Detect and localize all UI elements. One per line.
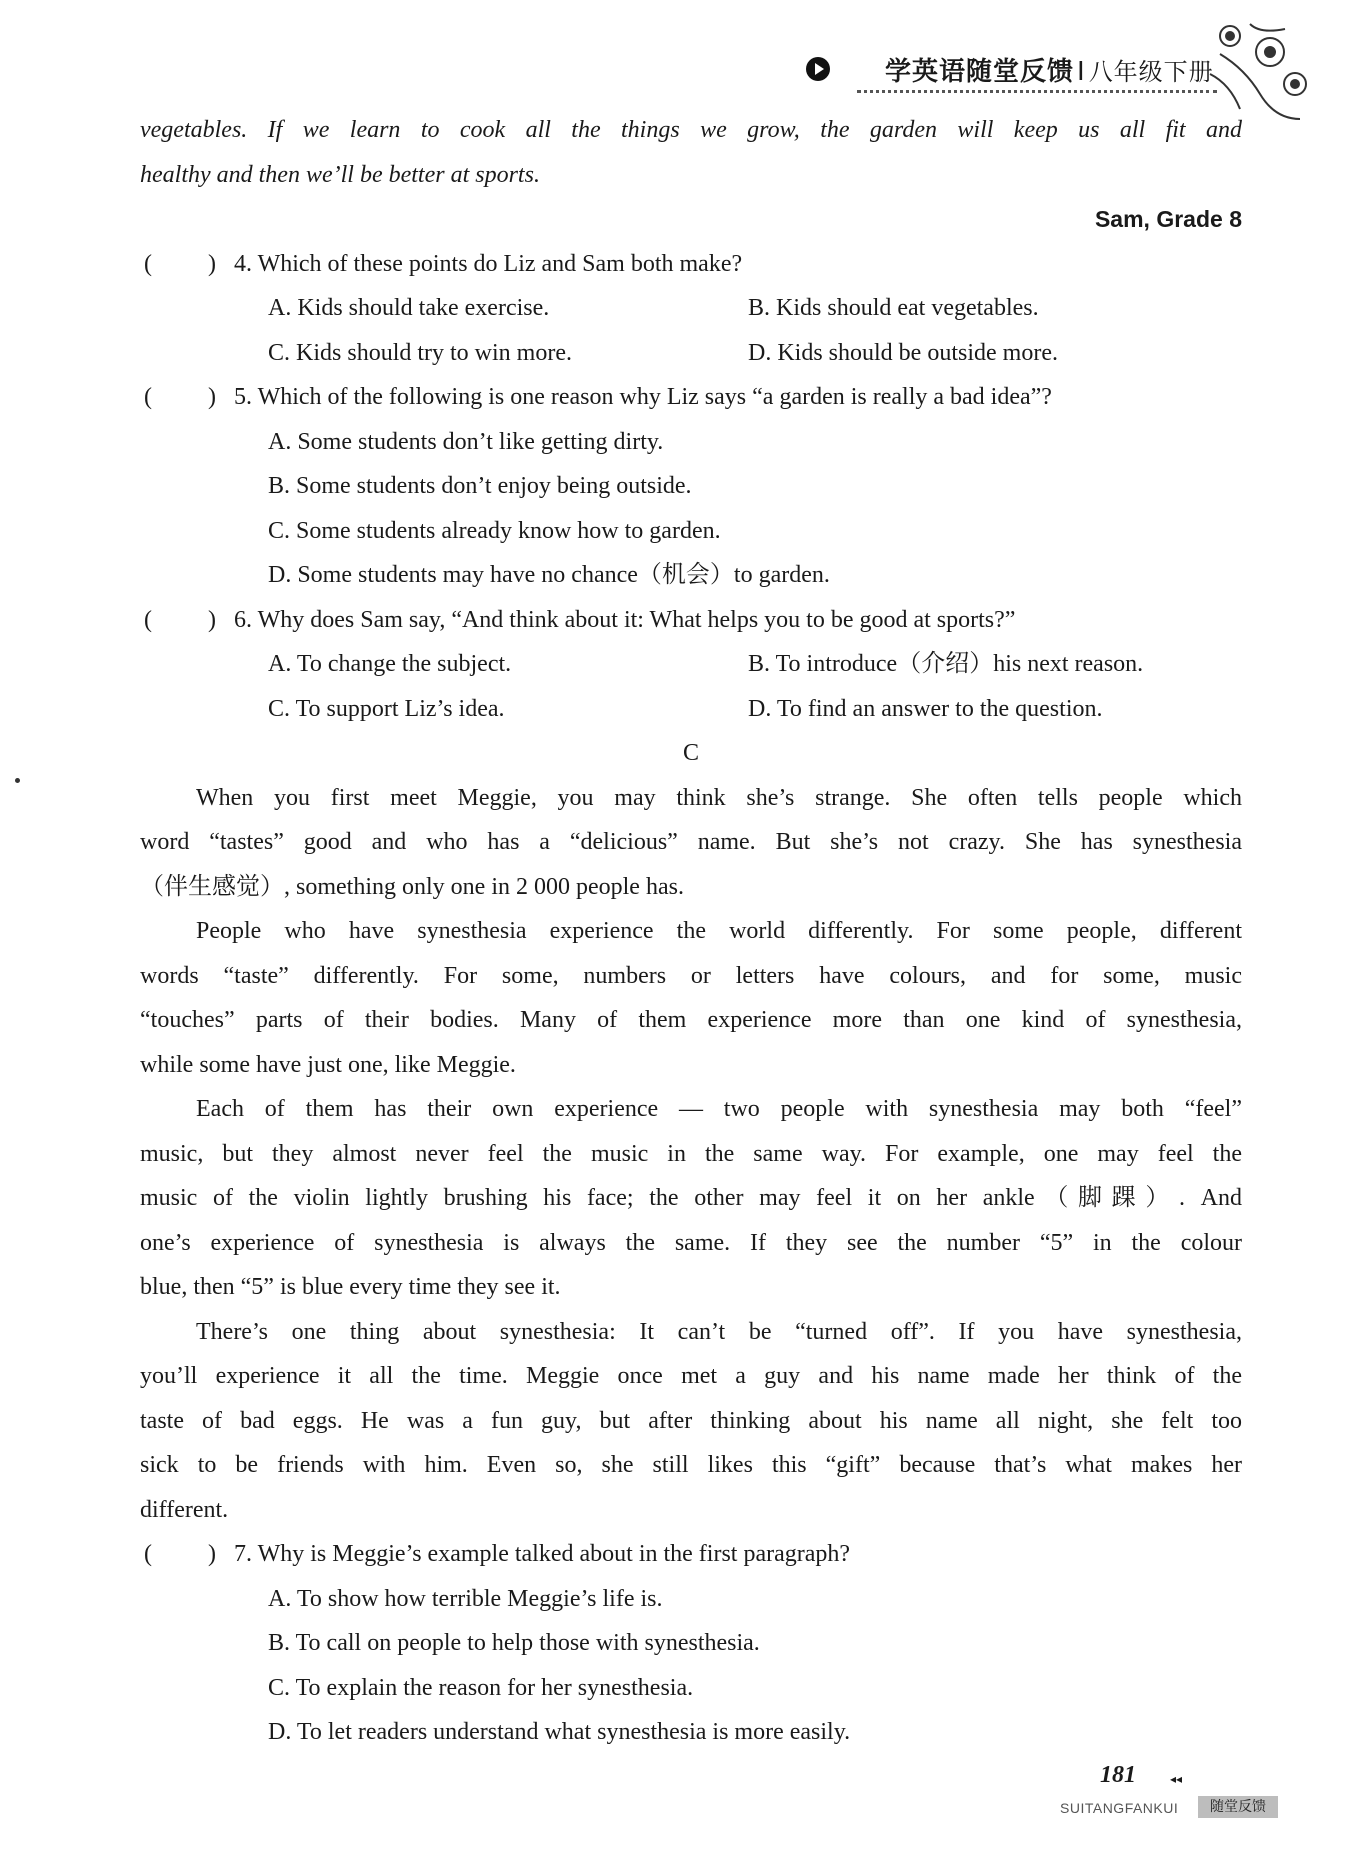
page-number: 181 [1100, 1762, 1136, 1788]
passage-line: music, but they almost never feel the music in the same way. For example, one may feel the [140, 1140, 1242, 1167]
passage-line: you’ll experience it all the time. Meggie once met a guy and his name made her think of the [140, 1363, 1242, 1389]
play-circle-icon [805, 56, 831, 82]
question-5 [140, 375, 1242, 420]
passage-line: People who have synesthesia experience the world differently. For some people, different [196, 918, 1242, 944]
option-a[interactable]: A. To show how terrible Meggie’s life is. [268, 1585, 663, 1612]
option-b[interactable]: B. Some students don’t enjoy being outside. [268, 473, 692, 499]
brand-badge: 随堂反馈 [1198, 1796, 1278, 1818]
option-d[interactable]: D. To find an answer to the question. [748, 695, 1103, 722]
passage-line: When you first meet Meggie, you may think she’s strange. She often tells people which [196, 784, 1242, 811]
page-content [140, 108, 1242, 1755]
section-c-heading: C [682, 740, 699, 766]
option-b[interactable]: B. Kids should eat vegetables. [748, 295, 1039, 321]
passage-line: sick to be friends with him. Even so, she still likes this “gift” because that’s what makes her [140, 1452, 1242, 1478]
question-text: 7. Why is Meggie’s example talked about in the first paragraph? [234, 1541, 851, 1567]
option-row [140, 286, 1242, 331]
header-dotted-rule [857, 90, 1217, 93]
passage-line: （伴生感觉）, something only one in 2 000 people has. [140, 873, 684, 900]
margin-dot [15, 778, 20, 783]
answer-blank-close: ) [208, 1541, 216, 1567]
brand-latin: SUITANGFANKUI [1060, 1800, 1179, 1816]
option-row [140, 331, 1242, 376]
question-text: 4. Which of these points do Liz and Sam both make? [234, 250, 743, 277]
answer-blank-open[interactable]: ( [144, 250, 152, 277]
question-text: 5. Which of the following is one reason why Liz says “a garden is really a bad idea”? [234, 384, 1052, 410]
passage-line: words “taste” differently. For some, numbers or letters have colours, and for some, music [140, 962, 1242, 989]
passage-line: taste of bad eggs. He was a fun guy, but after thinking about his name all night, she felt too [140, 1407, 1242, 1434]
grade-label: 八年级下册 [1088, 58, 1214, 86]
passage-line: blue, then “5” is blue every time they see it. [140, 1274, 561, 1300]
passage-line: word “tastes” good and who has a “delicious” name. But she’s not crazy. She has synesthesia [140, 829, 1242, 855]
option-row [140, 687, 1242, 732]
option-d[interactable]: D. Kids should be outside more. [748, 339, 1058, 366]
question-6 [140, 598, 1242, 643]
question-text: 6. Why does Sam say, “And think about it: What helps you to be good at sports?” [234, 606, 1016, 633]
answer-blank-open[interactable]: ( [144, 384, 152, 410]
passage-line: Each of them has their own experience — two people with synesthesia may both “feel” [196, 1096, 1242, 1122]
answer-blank-open[interactable]: ( [144, 1541, 152, 1567]
book-title [885, 51, 1214, 88]
answer-blank-close: ) [208, 250, 216, 277]
option-c[interactable]: C. Some students already know how to garden. [268, 517, 721, 544]
option-d[interactable]: D. To let readers understand what synesthesia is more easily. [268, 1719, 851, 1745]
option-a[interactable]: A. Some students don’t like getting dirty. [268, 428, 664, 455]
option-b[interactable]: B. To call on people to help those with synesthesia. [268, 1630, 760, 1656]
page-header [805, 48, 1255, 92]
double-arrow-left-icon: ◂◂ [1170, 1772, 1183, 1786]
question-7 [140, 1532, 1242, 1577]
option-c[interactable]: C. To support Liz’s idea. [268, 695, 505, 722]
answer-blank-close: ) [208, 606, 216, 633]
question-4 [140, 242, 1242, 287]
option-a[interactable]: A. Kids should take exercise. [268, 295, 550, 321]
passage-line: “touches” parts of their bodies. Many of them experience more than one kind of synesthesia, [140, 1007, 1242, 1033]
passage-line: different. [140, 1496, 229, 1523]
answer-blank-close: ) [208, 384, 216, 410]
option-b[interactable]: B. To introduce（介绍）his next reason. [748, 651, 1144, 677]
page-footer [1060, 1762, 1290, 1832]
option-c[interactable]: C. Kids should try to win more. [268, 339, 572, 366]
passage-b-line: vegetables. If we learn to cook all the things we grow, the garden will keep us all fit and [140, 117, 1242, 143]
book-title-text: 学英语随堂反馈 [885, 57, 1075, 87]
passage-line: music of the violin lightly brushing his face; the other may feel it on her ankle（脚踝）. And [140, 1185, 1242, 1211]
passage-line: There’s one thing about synesthesia: It can’t be “turned off”. If you have synesthesia, [196, 1318, 1242, 1345]
option-row [140, 642, 1242, 687]
option-a[interactable]: A. To change the subject. [268, 651, 512, 677]
option-c[interactable]: C. To explain the reason for her synesthesia. [268, 1674, 694, 1701]
passage-line: one’s experience of synesthesia is always the same. If they see the number “5” in the colour [140, 1229, 1242, 1256]
signature: Sam, Grade 8 [1094, 206, 1242, 232]
passage-b-line: healthy and then we’ll be better at sports. [140, 161, 540, 188]
answer-blank-open[interactable]: ( [144, 606, 152, 633]
option-d[interactable]: D. Some students may have no chance（机会）to garden. [268, 562, 830, 588]
passage-line: while some have just one, like Meggie. [140, 1051, 516, 1078]
title-separator: I [1077, 57, 1086, 87]
